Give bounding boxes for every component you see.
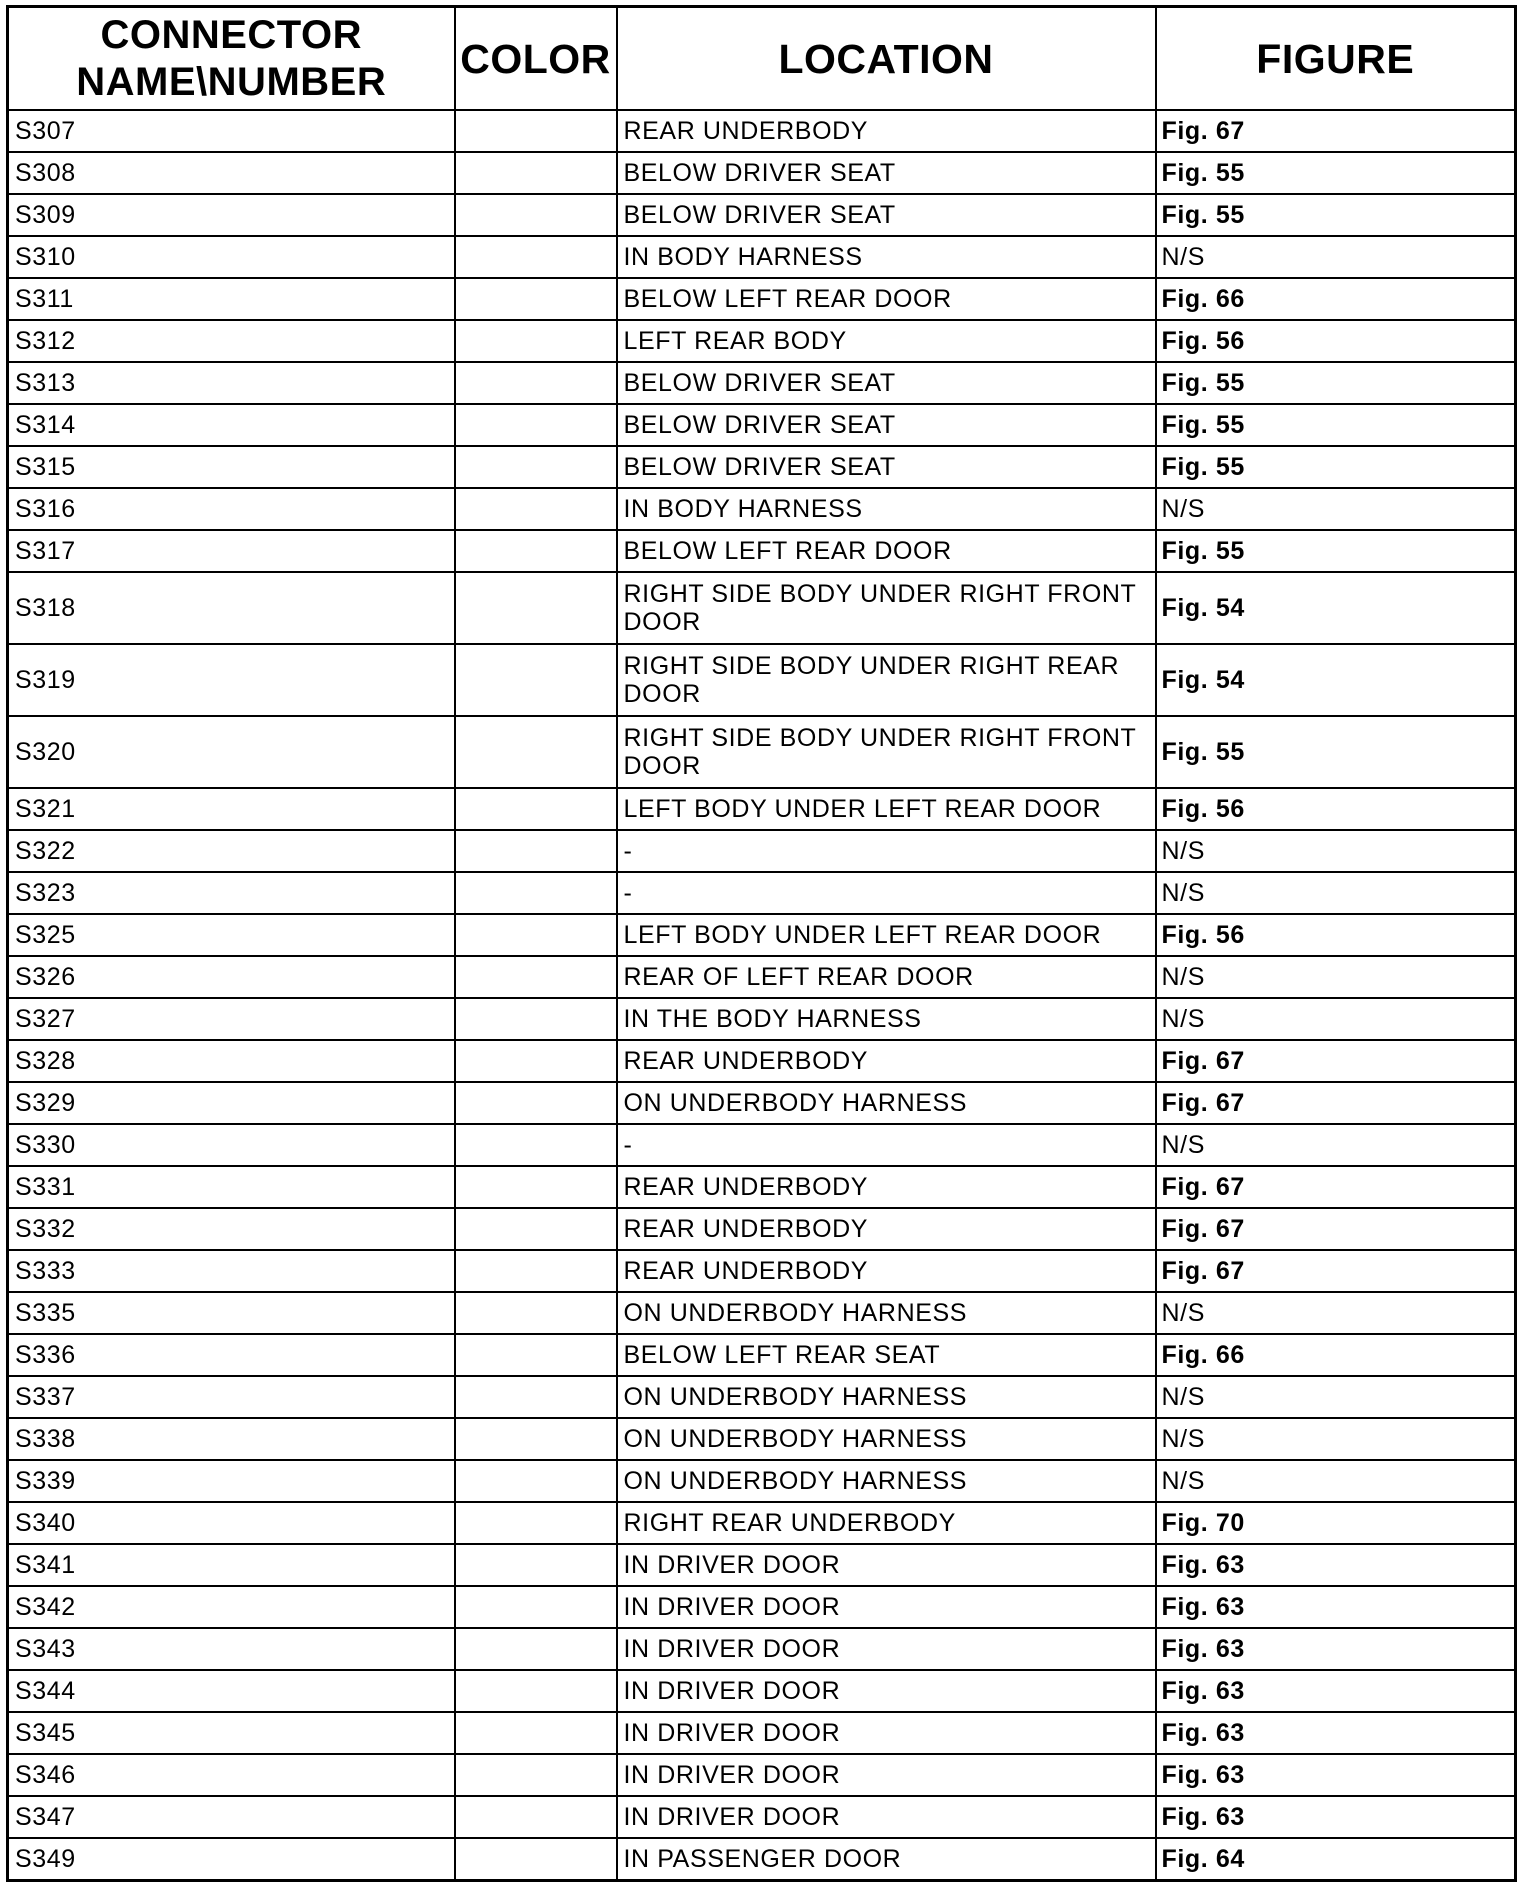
color-cell <box>455 1376 617 1418</box>
table-row <box>8 1754 1516 1796</box>
connector-name-cell: S331 <box>8 1166 455 1208</box>
figure-cell: N/S <box>1156 998 1516 1040</box>
location-cell: REAR UNDERBODY <box>617 1208 1156 1250</box>
figure-cell: Fig. 56 <box>1156 320 1516 362</box>
figure-cell: Fig. 67 <box>1156 1082 1516 1124</box>
location-cell: RIGHT SIDE BODY UNDER RIGHT REAR DOOR <box>617 644 1156 716</box>
connector-name-cell: S344 <box>8 1670 455 1712</box>
figure-cell: Fig. 63 <box>1156 1754 1516 1796</box>
location-cell: BELOW DRIVER SEAT <box>617 362 1156 404</box>
color-cell <box>455 1250 617 1292</box>
table-row <box>8 1250 1516 1292</box>
figure-cell: Fig. 55 <box>1156 716 1516 788</box>
connector-name-cell: S307 <box>8 110 455 152</box>
location-cell: BELOW LEFT REAR DOOR <box>617 530 1156 572</box>
location-cell: BELOW DRIVER SEAT <box>617 404 1156 446</box>
connector-name-cell: S328 <box>8 1040 455 1082</box>
figure-cell: N/S <box>1156 830 1516 872</box>
table-row <box>8 1544 1516 1586</box>
table-row <box>8 1082 1516 1124</box>
figure-cell: N/S <box>1156 488 1516 530</box>
location-cell: RIGHT SIDE BODY UNDER RIGHT FRONT DOOR <box>617 716 1156 788</box>
figure-cell: Fig. 63 <box>1156 1544 1516 1586</box>
connector-name-cell: S319 <box>8 644 455 716</box>
table-header-row <box>8 7 1516 111</box>
location-cell: ON UNDERBODY HARNESS <box>617 1082 1156 1124</box>
column-header-color: COLOR <box>455 7 617 111</box>
color-cell <box>455 830 617 872</box>
color-cell <box>455 716 617 788</box>
connector-name-cell: S323 <box>8 872 455 914</box>
table-row <box>8 1628 1516 1670</box>
connector-name-cell: S347 <box>8 1796 455 1838</box>
table-row <box>8 1334 1516 1376</box>
figure-cell: Fig. 54 <box>1156 572 1516 644</box>
figure-cell: Fig. 64 <box>1156 1838 1516 1881</box>
color-cell <box>455 236 617 278</box>
figure-cell: N/S <box>1156 956 1516 998</box>
figure-cell: Fig. 55 <box>1156 404 1516 446</box>
table-row <box>8 1796 1516 1838</box>
figure-cell: Fig. 55 <box>1156 446 1516 488</box>
color-cell <box>455 998 617 1040</box>
location-cell: BELOW DRIVER SEAT <box>617 152 1156 194</box>
color-cell <box>455 404 617 446</box>
location-cell: ON UNDERBODY HARNESS <box>617 1292 1156 1334</box>
table-row <box>8 716 1516 788</box>
color-cell <box>455 1460 617 1502</box>
color-cell <box>455 1628 617 1670</box>
color-cell <box>455 644 617 716</box>
connector-name-cell: S326 <box>8 956 455 998</box>
color-cell <box>455 572 617 644</box>
color-cell <box>455 152 617 194</box>
table-row <box>8 488 1516 530</box>
color-cell <box>455 1670 617 1712</box>
table-row <box>8 644 1516 716</box>
connector-name-cell: S321 <box>8 788 455 830</box>
column-header-figure: FIGURE <box>1156 7 1516 111</box>
color-cell <box>455 1544 617 1586</box>
connector-name-cell: S336 <box>8 1334 455 1376</box>
figure-cell: N/S <box>1156 1460 1516 1502</box>
column-header-connector-line1: CONNECTOR <box>100 12 363 57</box>
connector-name-cell: S320 <box>8 716 455 788</box>
location-cell: IN THE BODY HARNESS <box>617 998 1156 1040</box>
table-row <box>8 194 1516 236</box>
location-cell: - <box>617 830 1156 872</box>
connector-name-cell: S333 <box>8 1250 455 1292</box>
color-cell <box>455 530 617 572</box>
connector-name-cell: S339 <box>8 1460 455 1502</box>
location-cell: LEFT BODY UNDER LEFT REAR DOOR <box>617 788 1156 830</box>
connector-name-cell: S325 <box>8 914 455 956</box>
color-cell <box>455 1838 617 1881</box>
location-cell: IN DRIVER DOOR <box>617 1628 1156 1670</box>
connector-name-cell: S330 <box>8 1124 455 1166</box>
connector-name-cell: S322 <box>8 830 455 872</box>
column-header-connector-line2: NAME\NUMBER <box>76 59 387 104</box>
figure-cell: Fig. 56 <box>1156 914 1516 956</box>
connector-name-cell: S309 <box>8 194 455 236</box>
connector-name-cell: S338 <box>8 1418 455 1460</box>
location-cell: REAR UNDERBODY <box>617 1166 1156 1208</box>
table-row <box>8 110 1516 152</box>
table-row <box>8 914 1516 956</box>
table-row <box>8 1208 1516 1250</box>
table-row <box>8 1670 1516 1712</box>
color-cell <box>455 320 617 362</box>
table-row <box>8 1124 1516 1166</box>
connector-name-cell: S315 <box>8 446 455 488</box>
figure-cell: Fig. 67 <box>1156 1040 1516 1082</box>
table-row <box>8 1502 1516 1544</box>
connector-name-cell: S327 <box>8 998 455 1040</box>
table-row <box>8 404 1516 446</box>
figure-cell: Fig. 55 <box>1156 194 1516 236</box>
connector-name-cell: S314 <box>8 404 455 446</box>
location-cell: RIGHT REAR UNDERBODY <box>617 1502 1156 1544</box>
location-cell: IN DRIVER DOOR <box>617 1796 1156 1838</box>
color-cell <box>455 1292 617 1334</box>
connector-name-cell: S349 <box>8 1838 455 1881</box>
location-cell: ON UNDERBODY HARNESS <box>617 1376 1156 1418</box>
color-cell <box>455 1208 617 1250</box>
figure-cell: Fig. 63 <box>1156 1712 1516 1754</box>
table-row <box>8 1586 1516 1628</box>
figure-cell: Fig. 67 <box>1156 1250 1516 1292</box>
figure-cell: Fig. 63 <box>1156 1670 1516 1712</box>
connector-name-cell: S342 <box>8 1586 455 1628</box>
location-cell: - <box>617 1124 1156 1166</box>
connector-name-cell: S312 <box>8 320 455 362</box>
connector-name-cell: S346 <box>8 1754 455 1796</box>
location-cell: IN DRIVER DOOR <box>617 1544 1156 1586</box>
color-cell <box>455 788 617 830</box>
table-row <box>8 1040 1516 1082</box>
column-header-location: LOCATION <box>617 7 1156 111</box>
location-cell: REAR UNDERBODY <box>617 1040 1156 1082</box>
figure-cell: Fig. 55 <box>1156 152 1516 194</box>
table-row <box>8 152 1516 194</box>
color-cell <box>455 1334 617 1376</box>
color-cell <box>455 1166 617 1208</box>
color-cell <box>455 956 617 998</box>
column-header-connector <box>8 7 455 111</box>
location-cell: IN DRIVER DOOR <box>617 1670 1156 1712</box>
figure-cell: Fig. 54 <box>1156 644 1516 716</box>
connector-table-sheet <box>6 5 1514 1882</box>
table-row <box>8 1418 1516 1460</box>
table-row <box>8 278 1516 320</box>
table-row <box>8 830 1516 872</box>
figure-cell: Fig. 70 <box>1156 1502 1516 1544</box>
connector-name-cell: S311 <box>8 278 455 320</box>
figure-cell: Fig. 55 <box>1156 530 1516 572</box>
figure-cell: Fig. 63 <box>1156 1586 1516 1628</box>
table-row <box>8 530 1516 572</box>
figure-cell: Fig. 66 <box>1156 278 1516 320</box>
color-cell <box>455 1082 617 1124</box>
connector-name-cell: S332 <box>8 1208 455 1250</box>
table-row <box>8 998 1516 1040</box>
table-body <box>8 110 1516 1881</box>
location-cell: BELOW DRIVER SEAT <box>617 194 1156 236</box>
connector-name-cell: S340 <box>8 1502 455 1544</box>
color-cell <box>455 1754 617 1796</box>
location-cell: - <box>617 872 1156 914</box>
table-row <box>8 1460 1516 1502</box>
figure-cell: N/S <box>1156 1376 1516 1418</box>
table-row <box>8 788 1516 830</box>
location-cell: LEFT REAR BODY <box>617 320 1156 362</box>
location-cell: RIGHT SIDE BODY UNDER RIGHT FRONT DOOR <box>617 572 1156 644</box>
color-cell <box>455 1040 617 1082</box>
color-cell <box>455 1586 617 1628</box>
location-cell: BELOW LEFT REAR DOOR <box>617 278 1156 320</box>
connector-name-cell: S316 <box>8 488 455 530</box>
location-cell: IN DRIVER DOOR <box>617 1754 1156 1796</box>
location-cell: ON UNDERBODY HARNESS <box>617 1418 1156 1460</box>
table-row <box>8 872 1516 914</box>
connector-name-cell: S337 <box>8 1376 455 1418</box>
table-row <box>8 1292 1516 1334</box>
color-cell <box>455 914 617 956</box>
connector-name-cell: S341 <box>8 1544 455 1586</box>
connector-name-cell: S310 <box>8 236 455 278</box>
figure-cell: Fig. 67 <box>1156 1166 1516 1208</box>
connector-name-cell: S313 <box>8 362 455 404</box>
color-cell <box>455 278 617 320</box>
table-row <box>8 236 1516 278</box>
figure-cell: Fig. 55 <box>1156 362 1516 404</box>
connector-name-cell: S335 <box>8 1292 455 1334</box>
table-row <box>8 1712 1516 1754</box>
table-row <box>8 956 1516 998</box>
location-cell: REAR OF LEFT REAR DOOR <box>617 956 1156 998</box>
location-cell: BELOW DRIVER SEAT <box>617 446 1156 488</box>
table-row <box>8 572 1516 644</box>
figure-cell: N/S <box>1156 236 1516 278</box>
figure-cell: Fig. 63 <box>1156 1796 1516 1838</box>
location-cell: IN DRIVER DOOR <box>617 1712 1156 1754</box>
location-cell: IN BODY HARNESS <box>617 236 1156 278</box>
connector-location-table <box>6 5 1517 1882</box>
table-row <box>8 1376 1516 1418</box>
connector-name-cell: S317 <box>8 530 455 572</box>
location-cell: IN PASSENGER DOOR <box>617 1838 1156 1881</box>
figure-cell: N/S <box>1156 1124 1516 1166</box>
color-cell <box>455 1124 617 1166</box>
color-cell <box>455 194 617 236</box>
figure-cell: N/S <box>1156 1418 1516 1460</box>
connector-name-cell: S308 <box>8 152 455 194</box>
color-cell <box>455 1796 617 1838</box>
connector-name-cell: S329 <box>8 1082 455 1124</box>
figure-cell: Fig. 63 <box>1156 1628 1516 1670</box>
color-cell <box>455 1502 617 1544</box>
location-cell: LEFT BODY UNDER LEFT REAR DOOR <box>617 914 1156 956</box>
table-row <box>8 362 1516 404</box>
color-cell <box>455 488 617 530</box>
figure-cell: N/S <box>1156 872 1516 914</box>
color-cell <box>455 1712 617 1754</box>
figure-cell: Fig. 67 <box>1156 110 1516 152</box>
location-cell: REAR UNDERBODY <box>617 110 1156 152</box>
color-cell <box>455 446 617 488</box>
table-row <box>8 1838 1516 1881</box>
location-cell: IN BODY HARNESS <box>617 488 1156 530</box>
table-row <box>8 1166 1516 1208</box>
figure-cell: Fig. 66 <box>1156 1334 1516 1376</box>
color-cell <box>455 872 617 914</box>
connector-name-cell: S345 <box>8 1712 455 1754</box>
color-cell <box>455 1418 617 1460</box>
figure-cell: Fig. 56 <box>1156 788 1516 830</box>
connector-name-cell: S343 <box>8 1628 455 1670</box>
figure-cell: N/S <box>1156 1292 1516 1334</box>
location-cell: BELOW LEFT REAR SEAT <box>617 1334 1156 1376</box>
color-cell <box>455 362 617 404</box>
table-row <box>8 446 1516 488</box>
location-cell: IN DRIVER DOOR <box>617 1586 1156 1628</box>
table-row <box>8 320 1516 362</box>
color-cell <box>455 110 617 152</box>
connector-name-cell: S318 <box>8 572 455 644</box>
location-cell: REAR UNDERBODY <box>617 1250 1156 1292</box>
location-cell: ON UNDERBODY HARNESS <box>617 1460 1156 1502</box>
figure-cell: Fig. 67 <box>1156 1208 1516 1250</box>
